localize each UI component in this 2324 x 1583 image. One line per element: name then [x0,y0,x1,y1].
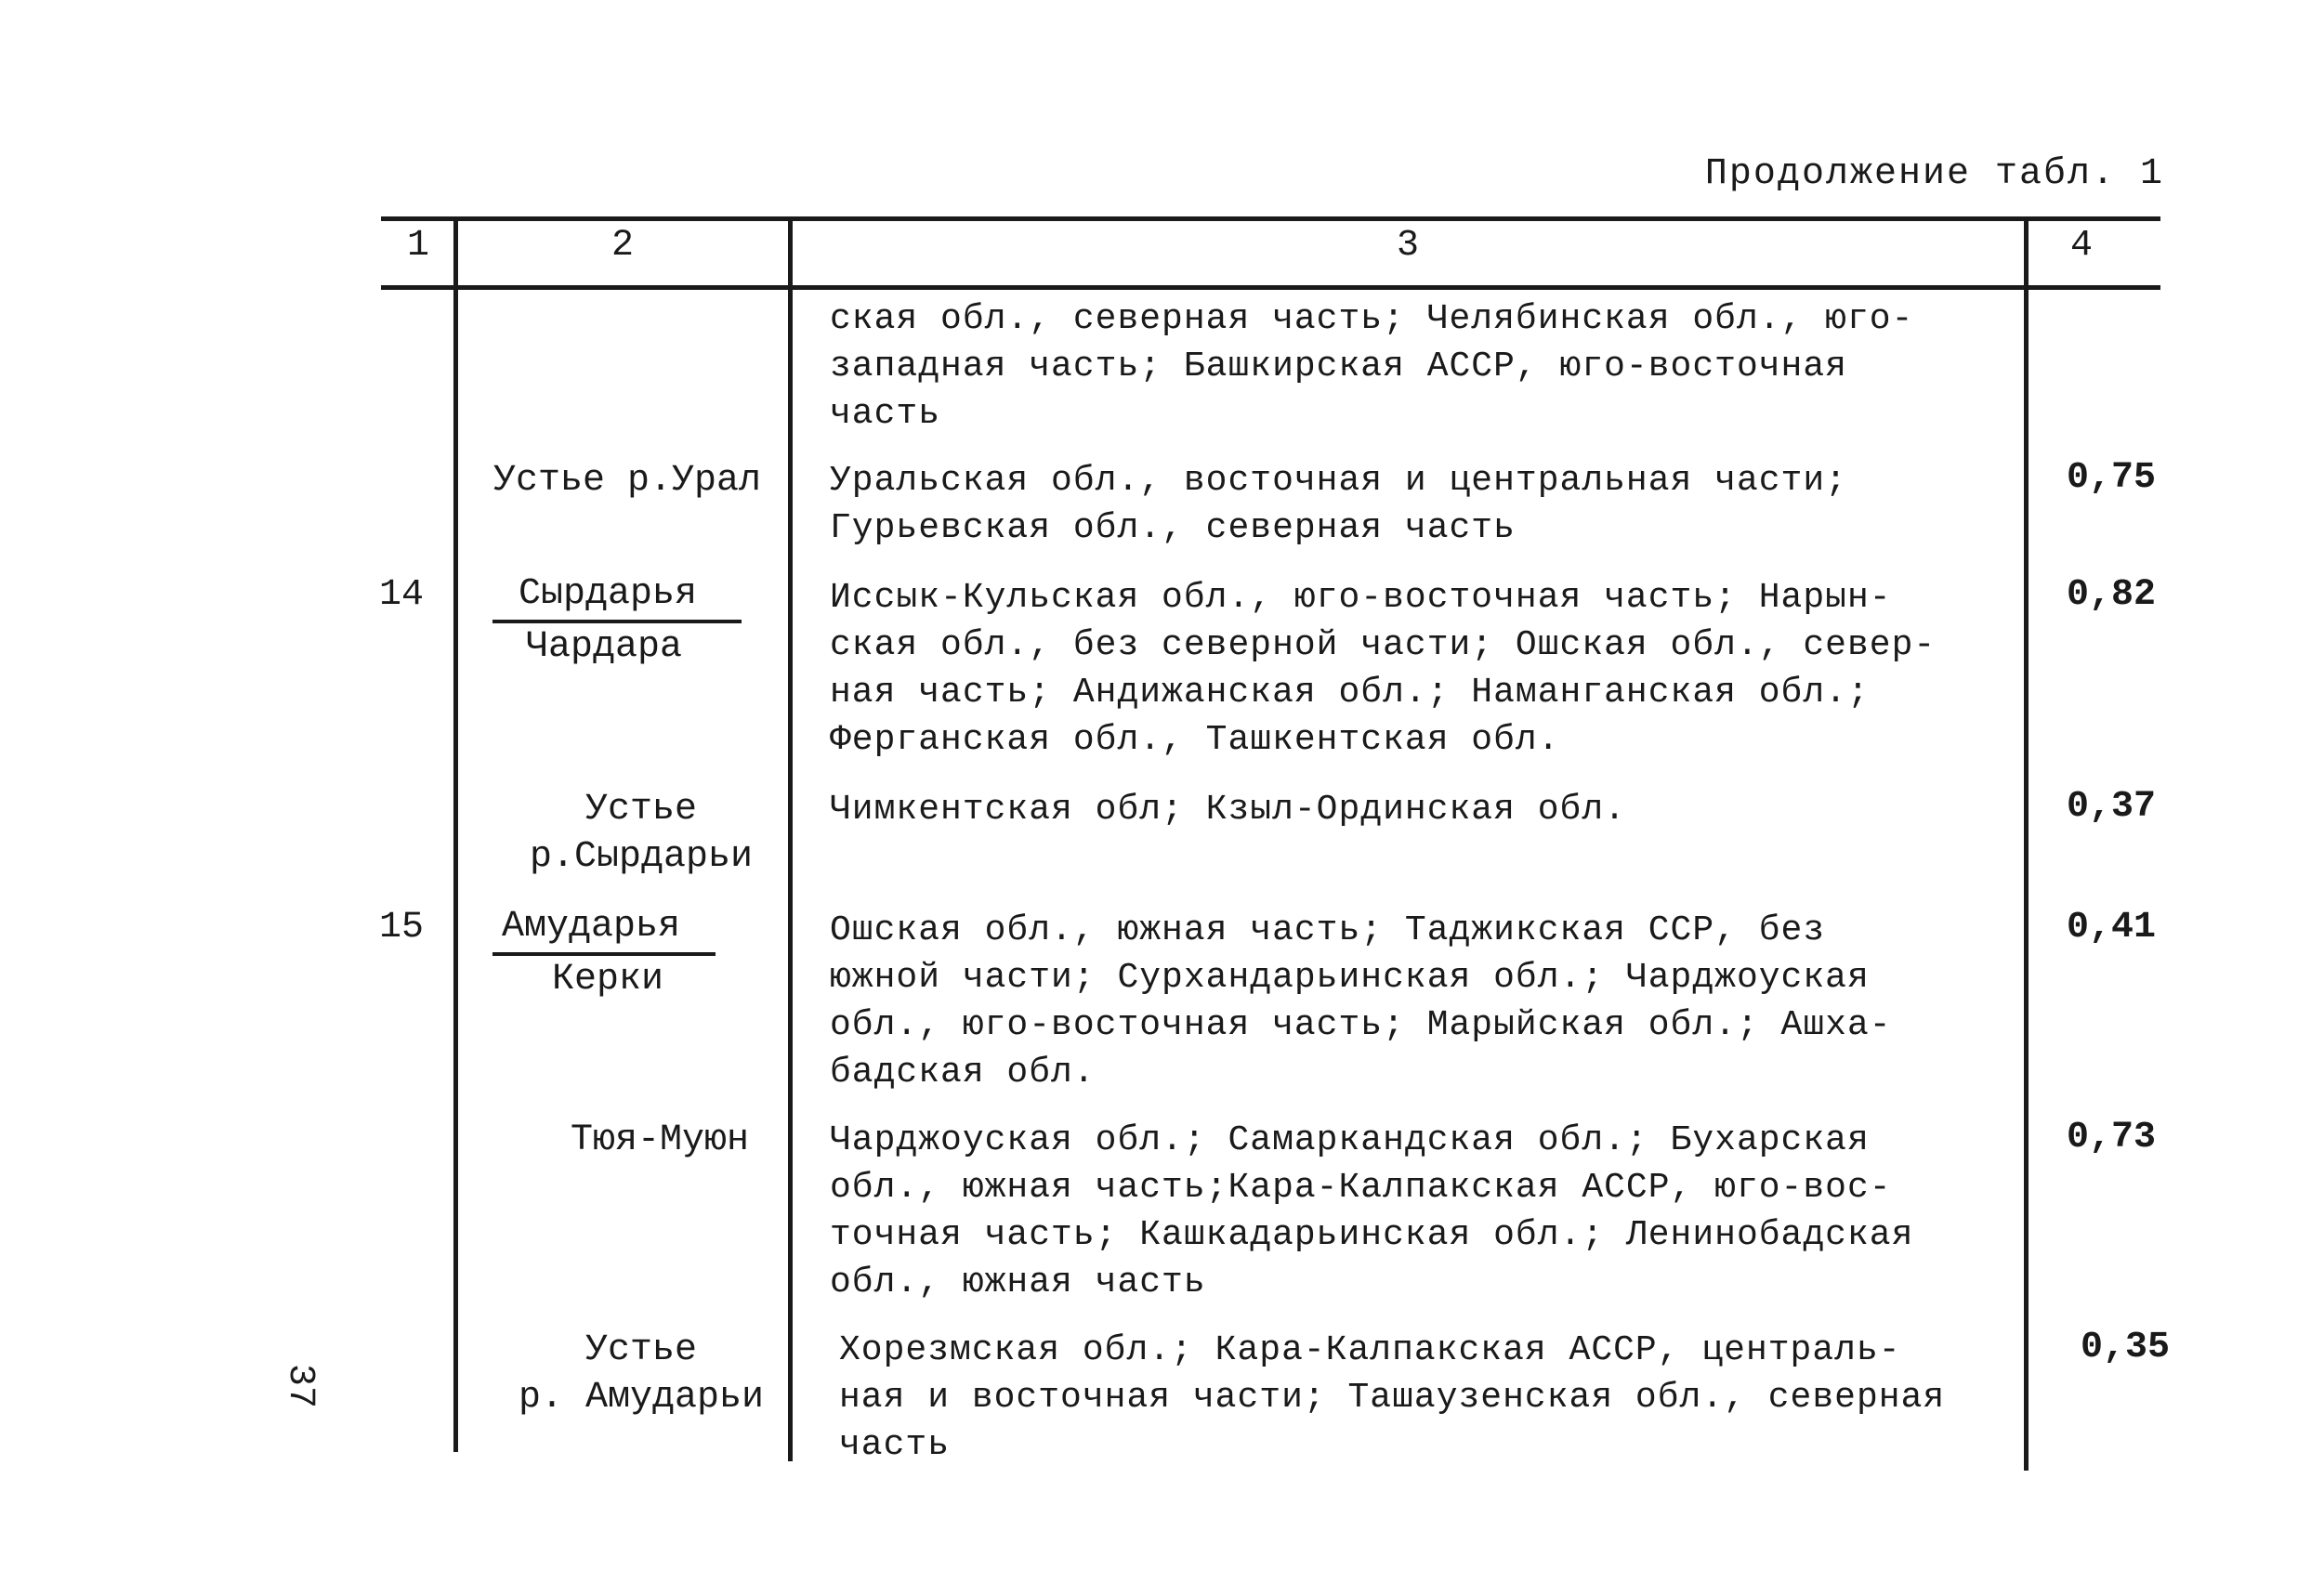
table-top-rule [381,216,2160,221]
description-line: обл., юго-восточная часть; Марыйская обл.; Ашха- [830,1005,1892,1045]
coefficient-value: 0,82 [2066,574,2156,616]
station-name: р. Амударьи [518,1377,765,1419]
gauge-station [492,903,790,1003]
table-row-description [830,457,2038,552]
table-header-rule [381,285,2160,290]
description-line: Чимкентская обл; Кзыл-Ординская обл. [830,790,1626,830]
gauge-station: Устье р.Урал [492,460,762,502]
column-divider-1 [453,216,458,1452]
description-line: точная часть; Кашкадарьинская обл.; Ленинобадская [830,1215,1914,1255]
table-row-description [830,907,2038,1096]
description-line: южной части; Сурхандарьинская обл.; Чарджоуская [830,958,1870,998]
gauge-station [502,786,781,881]
description-line: Иссык-Кульская обл., юго-восточная часть; Нарын- [830,578,1892,618]
river-name: Сырдарья [492,570,742,623]
coefficient-value: 0,37 [2066,786,2156,828]
description-line: Чарджоуская обл.; Самаркандская обл.; Бухарская [830,1120,1870,1160]
description-line: ская обл., северная часть; Челябинская обл., юго- [830,299,1914,339]
description-line: бадская обл. [830,1053,1096,1092]
column-divider-2 [788,216,793,1461]
description-line: Уральская обл., восточная и центральная части; [830,461,1847,501]
river-number: 14 [379,574,425,616]
river-name: Амударья [492,903,716,956]
station-name: Керки [552,959,664,1001]
station-label: Устье [584,1329,698,1371]
description-line: ская обл., без северной части; Ошская обл., север- [830,625,1937,665]
description-line: ная и восточная части; Ташаузенская обл., северная [839,1378,1946,1418]
gauge-station [492,570,790,671]
coefficient-value: 0,73 [2066,1117,2156,1158]
column-header-3: 3 [1396,225,1419,267]
station-label: Устье [584,789,698,831]
coefficient-value: 0,75 [2066,457,2156,499]
description-line: обл., южная часть;Кара-Калпакская АССР, юго-вос- [830,1168,1892,1208]
page-number: 37 [279,1364,321,1409]
table-row-description [830,295,2038,438]
table-row-description [830,574,2038,764]
description-line: Хорезмская обл.; Кара-Калпакская АССР, централь- [839,1330,1901,1370]
coefficient-value: 0,41 [2066,907,2156,948]
table-row-description [839,1327,2047,1469]
description-line: Гурьевская обл., северная часть [830,508,1516,548]
description-line: часть [830,394,941,434]
description-line: часть [839,1425,951,1465]
table-row-description [830,1117,2038,1306]
description-line: Ошская обл., южная часть; Таджикская ССР, без [830,910,1826,950]
station-name: Чардара [526,626,683,668]
column-header-1: 1 [406,225,429,267]
gauge-station: Тюя-Муюн [570,1119,750,1161]
gauge-station [492,1327,790,1421]
description-line: Ферганская обл., Ташкентская обл. [830,720,1560,760]
description-line: обл., южная часть [830,1262,1206,1302]
column-header-2: 2 [611,225,634,267]
river-number: 15 [379,907,425,948]
description-line: ная часть; Андижанская обл.; Наманганская обл.; [830,673,1870,713]
table-row-description [830,786,2038,833]
column-header-4: 4 [2069,225,2093,267]
coefficient-value: 0,35 [2080,1327,2170,1368]
table-caption: Продолжение табл. 1 [1704,153,2164,195]
station-name: р.Сырдарьи [529,836,754,878]
description-line: западная часть; Башкирская АССР, юго-восточная [830,347,1847,386]
